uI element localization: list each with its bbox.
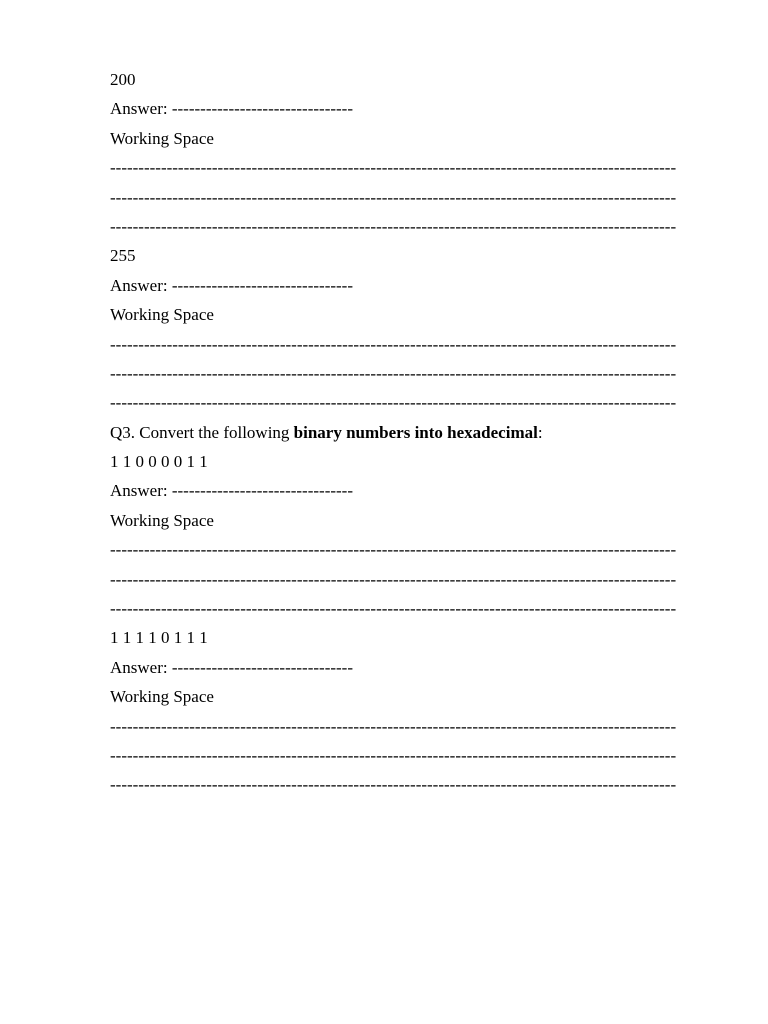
working-space-label: Working Space [110, 305, 214, 325]
working-space-label: Working Space [110, 128, 214, 148]
question-number: 255 [110, 246, 136, 266]
working-line: ---------------------------------------------------------------------------------------------------- [110, 569, 677, 589]
question-heading-bold: binary numbers into hexadecimal [293, 422, 538, 442]
question-heading-prefix: Q3. Convert the following [110, 422, 294, 442]
question-number: 200 [110, 70, 136, 89]
question-heading-suffix: : [537, 422, 543, 442]
working-line: ---------------------------------------------------------------------------------------------------- [110, 158, 677, 178]
working-line: ---------------------------------------------------------------------------------------------------- [110, 216, 677, 236]
question-heading [110, 418, 712, 447]
worksheet-page [110, 65, 712, 800]
answer-line: Answer: -------------------------------- [110, 657, 354, 677]
question-number: 1 1 0 0 0 0 1 1 [110, 452, 208, 472]
working-line: ---------------------------------------------------------------------------------------------------- [110, 745, 677, 765]
question-number: 1 1 1 1 0 1 1 1 [110, 628, 208, 648]
working-space-label: Working Space [110, 687, 214, 707]
answer-line: Answer: -------------------------------- [110, 275, 354, 295]
working-line: ---------------------------------------------------------------------------------------------------- [110, 187, 677, 207]
working-line: ---------------------------------------------------------------------------------------------------- [110, 334, 677, 354]
working-line: ---------------------------------------------------------------------------------------------------- [110, 540, 677, 560]
working-line: ---------------------------------------------------------------------------------------------------- [110, 775, 677, 795]
answer-line: Answer: -------------------------------- [110, 481, 354, 501]
working-line: ---------------------------------------------------------------------------------------------------- [110, 716, 677, 736]
working-space-label: Working Space [110, 510, 214, 530]
working-line: ---------------------------------------------------------------------------------------------------- [110, 599, 677, 619]
working-line: ---------------------------------------------------------------------------------------------------- [110, 363, 677, 383]
answer-line: Answer: -------------------------------- [110, 99, 354, 119]
working-line: ---------------------------------------------------------------------------------------------------- [110, 393, 677, 413]
